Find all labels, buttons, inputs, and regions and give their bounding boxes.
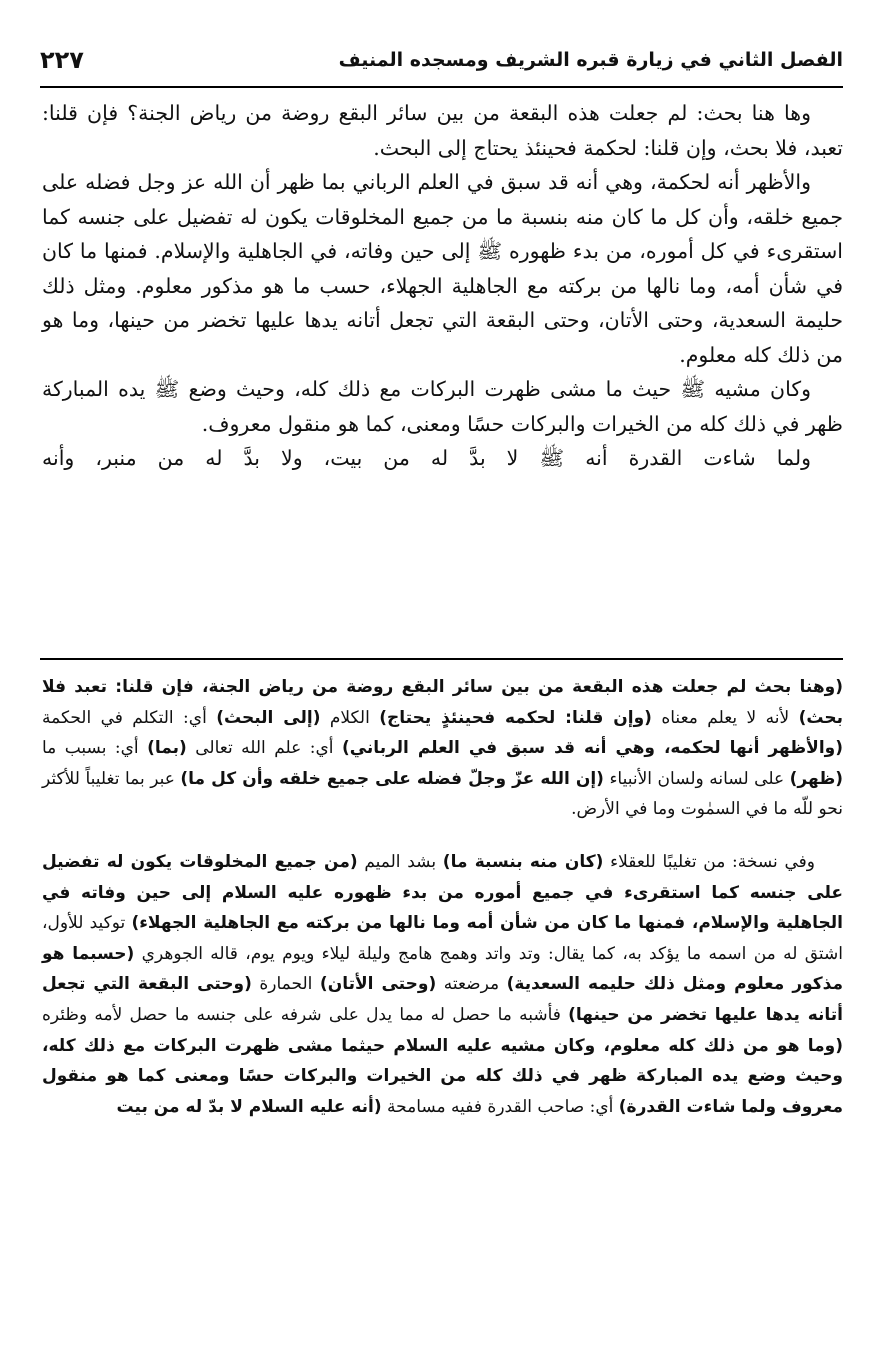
commentary-quoted-text: (وهنا بحث لم جعلت هذه البقعة من بين سائر البقع روضة من رياض الجنة، فإن قلنا: تعبد فلا بحث) xyxy=(42,677,843,728)
commentary-explanation: الكلام xyxy=(320,707,380,728)
page-number: ٢٢٧ xyxy=(40,46,84,74)
commentary-explanation: على لسانه ولسان الأنبياء xyxy=(603,768,790,789)
commentary-explanation: بشد الميم xyxy=(357,851,443,872)
commentary-quoted-text: (والأظهر أنها لحكمه، وهي أنه قد سبق في العلم الرباني) xyxy=(341,738,844,759)
commentary-explanation: أي: بسبب ما xyxy=(42,738,148,759)
commentary-quoted-text: (كان منه بنسبة ما) xyxy=(442,851,604,872)
commentary-quoted-text: (بما) xyxy=(147,738,187,759)
main-paragraph-3: وكان مشيه ﷺ حيث ما مشى ظهرت البركات مع ذلك كله، وحيث وضع ﷺ يده المباركة ظهر في ذلك كله من الخيرات والبركات حسًا ومعنى، كما هو منقول معروف. xyxy=(42,377,843,436)
commentary-quoted-text: (وحتى الأتان) xyxy=(319,974,437,995)
commentary-quoted-text: (وحتى البقعة التي تجعل أتانه يدها عليها تخضر من حينها) xyxy=(42,974,843,1025)
commentary-explanation: عبر بما تغليباً للأكثر نحو للّه ما في السمٰوت وما في الأرض. xyxy=(42,768,843,820)
commentary-explanation: فأشبه ما حصل له مما يدل على شرفه على جنسه ما حصل لأمه وظئره xyxy=(42,1004,569,1025)
header-divider xyxy=(40,86,843,88)
commentary-explanation: أي: التكلم في الحكمة xyxy=(42,707,217,728)
page-header xyxy=(40,40,843,80)
commentary-explanation: لأنه لا يعلم معناه xyxy=(651,707,799,728)
commentary-explanation: مرضعته xyxy=(436,974,507,995)
commentary-quoted-text: (من جميع المخلوقات يكون له تفضيل على جنسه كما استقرىء في جميع أموره من بدء ظهوره عليه السلام إلى حين وفاته في الجاهلية والإسلام، فمنها ما كان من شأن أمه وما نالها من بركته مع الجاهلية الجهلاء) xyxy=(42,851,844,934)
commentary-block xyxy=(42,672,843,1122)
main-paragraph-4: ولما شاءت القدرة أنه ﷺ لا بدَّ له من بيت، ولا بدَّ له من منبر، وأنه xyxy=(42,446,811,470)
main-paragraph-2: والأظهر أنه لحكمة، وهي أنه قد سبق في العلم الرباني بما ظهر أن الله عز وجل فضله على جميع خلقه، وأن كل ما كان منه بنسبة ما من جميع المخلوقات يكون له تفضيل على جنسه كما استقرىء في كل أموره، من بدء ظهوره ﷺ إلى حين وفاته، في الجاهلية والإسلام. فمنها ما كان في شأن أمه، وما نالها من بركته مع الجاهلية الجهلاء، حسب ما هو مذكور معلوم. ومثل ذلك حليمة السعدية، وحتى الأتان، وحتى البقعة التي تجعل أتانه يدها عليها تخضر من حينها، وما هو من ذلك كله معلوم. xyxy=(42,170,843,367)
commentary-quoted-text: (وإن قلنا: لحكمه فحينئذٍ يحتاج) xyxy=(379,707,652,728)
commentary-divider xyxy=(40,658,843,660)
commentary-paragraph-2 xyxy=(42,847,843,1122)
main-paragraph-1: وها هنا بحث: لم جعلت هذه البقعة من بين سائر البقع روضة من رياض الجنة؟ فإن قلنا: تعبد، فلا بحث، وإن قلنا: لحكمة فحينئذ يحتاج إلى البحث. xyxy=(42,101,843,160)
commentary-quoted-text: (إن الله عزّ وجلّ فضله على جميع خلقه وأن كل ما) xyxy=(180,768,604,789)
commentary-explanation: أي: صاحب القدرة ففيه مسامحة xyxy=(381,1096,619,1117)
commentary-explanation: أي: علم الله تعالى xyxy=(186,738,342,759)
commentary-explanation: توكيد للأول، اشتق له من اسمه ما يؤكد به، كما يقال: وتد واتد وهمج هامج وليلة ليلاء ويوم يوم، قاله الجوهري xyxy=(42,913,843,964)
commentary-quoted-text: (حسبما هو مذكور معلوم ومثل ذلك حليمه السعدية) xyxy=(42,943,843,995)
main-text-block xyxy=(42,96,843,476)
commentary-quoted-text: (وما هو من ذلك كله معلوم، وكان مشيه عليه السلام حيثما مشى ظهرت البركات مع ذلك كله، وحيث وضع يده المباركة ظهر في ذلك كله من الخيرات والبركات حسًا ومعنى كما هو منقول معروف ولما شاءت القدرة) xyxy=(42,1035,843,1117)
commentary-quoted-text: (إلى البحث) xyxy=(216,707,321,728)
commentary-quoted-text: (أنه عليه السلام لا بدّ له من بيت xyxy=(116,1096,382,1117)
commentary-paragraph-1 xyxy=(42,672,843,825)
commentary-explanation: الحمارة xyxy=(251,974,320,995)
commentary-quoted-text: (ظهر) xyxy=(789,768,843,789)
running-title: الفصل الثاني في زيارة قبره الشريف ومسجده المنيف xyxy=(338,49,843,71)
commentary-explanation: وفي نسخة: من تغليبًا للعقلاء xyxy=(603,851,815,872)
